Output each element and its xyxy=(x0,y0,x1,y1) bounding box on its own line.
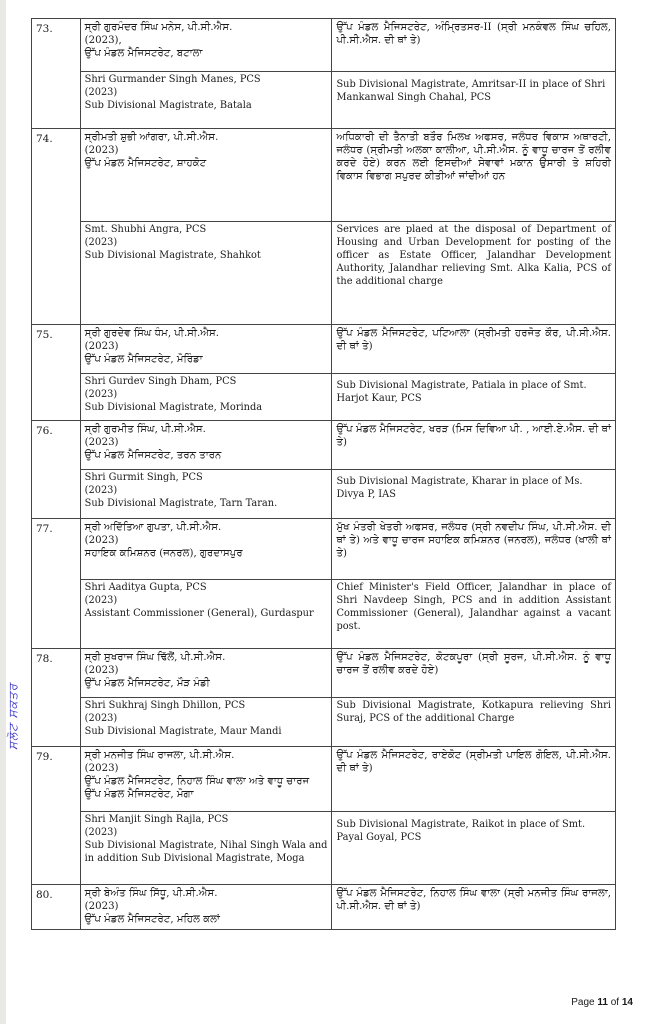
posting-punjabi: ਉੱਪ ਮੰਡਲ ਮੈਜਿਸਟਰੇਟ, ਕੋਟਕਪੂਰਾ (ਸ੍ਰੀ ਸੂਰਜ, ਪੀ.ਸੀ.ਐਸ. ਨੂੰ ਵਾਧੂ ਚਾਰਜ ਤੋਂ ਰਲੀਵ ਕਰਦੇ ਹੋਏ) xyxy=(332,649,616,698)
serial-number: 73. xyxy=(32,19,81,129)
posting-punjabi: ਉੱਪ ਮੰਡਲ ਮੈਜਿਸਟਰੇਟ, ਰਾਏਕੋਟ (ਸ੍ਰੀਮਤੀ ਪਾਇਲ ਗੋਇਲ, ਪੀ.ਸੀ.ਐਸ. ਦੀ ਥਾਂ ਤੇ) xyxy=(332,747,616,812)
table-row xyxy=(32,222,616,325)
posting-english: Sub Divisional Magistrate, Amritsar-II in place of Shri Mankanwal Singh Chahal, PCS xyxy=(332,72,616,129)
serial-number: 80. xyxy=(32,885,81,930)
serial-number: 77. xyxy=(32,519,81,649)
officer-name-english: Shri Manjit Singh Rajla, PCS (2023) Sub Divisional Magistrate, Nihal Singh Wala and in addition Sub Divisional Magistrate, Moga xyxy=(80,812,332,885)
posting-english: Sub Divisional Magistrate, Kharar in place of Ms. Divya P, IAS xyxy=(332,470,616,519)
posting-punjabi: ਮੁੱਖ ਮੰਤਰੀ ਖੇਤਰੀ ਅਫਸਰ, ਜਲੰਧਰ (ਸ੍ਰੀ ਨਵਦੀਪ ਸਿੰਘ, ਪੀ.ਸੀ.ਐਸ. ਦੀ ਥਾਂ ਤੇ) ਅਤੇ ਵਾਧੂ ਚਾਰਜ ਸਹਾਇਕ ਕਮਿਸ਼ਨਰ (ਜਨਰਲ), ਜਲੰਧਰ (ਖਾਲੀ ਥਾਂ ਤੇ) xyxy=(332,519,616,580)
posting-punjabi: ਉੱਪ ਮੰਡਲ ਮੈਜਿਸਟਰੇਟ, ਪਟਿਆਲਾ (ਸ੍ਰੀਮਤੀ ਹਰਜੋਤ ਕੌਰ, ਪੀ.ਸੀ.ਐਸ. ਦੀ ਥਾਂ ਤੇ) xyxy=(332,325,616,374)
table-row xyxy=(32,519,616,580)
posting-english: Chief Minister's Field Officer, Jalandhar in place of Shri Navdeep Singh, PCS and in addition Assistant Commissioner (General), Jalandhar against a vacant post. xyxy=(332,580,616,649)
officer-name-punjabi: ਸ੍ਰੀ ਗੁਰਮੀਤ ਸਿੰਘ, ਪੀ.ਸੀ.ਐਸ. (2023) ਉੱਪ ਮੰਡਲ ਮੈਜਿਸਟਰੇਟ, ਤਰਨ ਤਾਰਨ xyxy=(80,421,332,470)
officer-name-punjabi: ਸ੍ਰੀ ਬੇਅੰਤ ਸਿੰਘ ਸਿੱਧੂ, ਪੀ.ਸੀ.ਐਸ. (2023) ਉੱਪ ਮੰਡਲ ਮੈਜਿਸਟਰੇਟ, ਮਹਿਲ ਕਲਾਂ xyxy=(80,885,332,930)
table-row xyxy=(32,649,616,698)
officer-name-punjabi: ਸ੍ਰੀ ਸੁਖਰਾਜ ਸਿੰਘ ਢਿੱਲੋਂ, ਪੀ.ਸੀ.ਐਸ. (2023) ਉੱਪ ਮੰਡਲ ਮੈਜਿਸਟਰੇਟ, ਮੌੜ ਮੰਡੀ xyxy=(80,649,332,698)
scan-edge xyxy=(0,0,6,1024)
table-row xyxy=(32,470,616,519)
page-footer: Page 11 of 14 xyxy=(571,997,633,1008)
serial-number: 79. xyxy=(32,747,81,885)
posting-english: Sub Divisional Magistrate, Patiala in place of Smt. Harjot Kaur, PCS xyxy=(332,374,616,421)
posting-punjabi: ਅਧਿਕਾਰੀ ਦੀ ਤੈਨਾਤੀ ਬਤੌਰ ਮਿਲਖ ਅਫਸਰ, ਜਲੰਧਰ ਵਿਕਾਸ ਅਥਾਰਟੀ, ਜਲੰਧਰ (ਸ੍ਰੀਮਤੀ ਅਲਕਾ ਕਾਲੀਆ, ਪੀ.ਸੀ.ਐਸ. ਨੂੰ ਵਾਧੂ ਚਾਰਜ ਤੋਂ ਰਲੀਵ ਕਰਦੇ ਹੋਏ) ਕਰਨ ਲਈ ਇਸਦੀਆਂ ਸੇਵਾਵਾਂ ਮਕਾਨ ਉਸਾਰੀ ਤੇ ਸ਼ਹਿਰੀ ਵਿਕਾਸ ਵਿਭਾਗ ਸਪੁਰਦ ਕੀਤੀਆਂ ਜਾਂਦੀਆਂ ਹਨ xyxy=(332,129,616,222)
table-row xyxy=(32,580,616,649)
officer-name-english: Shri Gurmander Singh Manes, PCS (2023) Sub Divisional Magistrate, Batala xyxy=(80,72,332,129)
serial-number: 74. xyxy=(32,129,81,325)
officer-name-punjabi: ਸ੍ਰੀ ਗੁਰਮੰਦਰ ਸਿੰਘ ਮਨੇਸ, ਪੀ.ਸੀ.ਐਸ. (2023), ਉੱਪ ਮੰਡਲ ਮੈਜਿਸਟਰੇਟ, ਬਟਾਲਾ xyxy=(80,19,332,72)
officer-name-punjabi: ਸ੍ਰੀ ਅਦਿੱਤਿਆ ਗੁਪਤਾ, ਪੀ.ਸੀ.ਐਸ. (2023) ਸਹਾਇਕ ਕਮਿਸ਼ਨਰ (ਜਨਰਲ), ਗੁਰਦਾਸਪੁਰ xyxy=(80,519,332,580)
officer-name-punjabi: ਸ੍ਰੀਮਤੀ ਸ਼ੁਭੀ ਆਂਗਰਾ, ਪੀ.ਸੀ.ਐਸ. (2023) ਉੱਪ ਮੰਡਲ ਮੈਜਿਸਟਰੇਟ, ਸ਼ਾਹਕੋਟ xyxy=(80,129,332,222)
table-row xyxy=(32,885,616,930)
officer-name-english: Shri Aaditya Gupta, PCS (2023) Assistant Commissioner (General), Gurdaspur xyxy=(80,580,332,649)
table-row xyxy=(32,72,616,129)
officer-name-punjabi: ਸ੍ਰੀ ਮਨਜੀਤ ਸਿੰਘ ਰਾਜਲਾ, ਪੀ.ਸੀ.ਐਸ. (2023) ਉੱਪ ਮੰਡਲ ਮੈਜਿਸਟਰੇਟ, ਨਿਹਾਲ ਸਿੰਘ ਵਾਲਾ ਅਤੇ ਵਾਧੂ ਚਾਰਜ ਉੱਪ ਮੰਡਲ ਮੈਜਿਸਟਰੇਟ, ਮੋਗਾ xyxy=(80,747,332,812)
table-row xyxy=(32,421,616,470)
page-total: 14 xyxy=(621,997,633,1008)
officer-name-english: Shri Gurmit Singh, PCS (2023) Sub Divisional Magistrate, Tarn Taran. xyxy=(80,470,332,519)
posting-english: Sub Divisional Magistrate, Kotkapura relieving Shri Suraj, PCS of the additional Charge xyxy=(332,698,616,747)
posting-punjabi: ਉੱਪ ਮੰਡਲ ਮੈਜਿਸਟਰੇਟ, ਨਿਹਾਲ ਸਿੰਘ ਵਾਲਾ (ਸ੍ਰੀ ਮਨਜੀਤ ਸਿੰਘ ਰਾਜਲਾ, ਪੀ.ਸੀ.ਐਸ. ਦੀ ਥਾਂ ਤੇ) xyxy=(332,885,616,930)
table-row xyxy=(32,19,616,72)
table-row xyxy=(32,698,616,747)
serial-number: 78. xyxy=(32,649,81,747)
table-row xyxy=(32,129,616,222)
table-row xyxy=(32,374,616,421)
table-row xyxy=(32,812,616,885)
table-row xyxy=(32,325,616,374)
serial-number: 75. xyxy=(32,325,81,421)
officer-name-punjabi: ਸ੍ਰੀ ਗੁਰਦੇਵ ਸਿੰਘ ਧੰਮ, ਪੀ.ਸੀ.ਐਸ. (2023) ਉੱਪ ਮੰਡਲ ਮੈਜਿਸਟਰੇਟ, ਮੋਰਿੰਡਾ xyxy=(80,325,332,374)
posting-punjabi: ਉੱਪ ਮੰਡਲ ਮੈਜਿਸਟਰੇਟ, ਅੰਮ੍ਰਿਤਸਰ-II (ਸ੍ਰੀ ਮਨਕੰਵਲ ਸਿੰਘ ਚਹਿਲ, ਪੀ.ਸੀ.ਐਸ. ਦੀ ਥਾਂ ਤੇ) xyxy=(332,19,616,72)
handwritten-signature: ਸਲੋਟ ਸਕਤਰ xyxy=(6,683,20,750)
officer-name-english: Smt. Shubhi Angra, PCS (2023) Sub Divisional Magistrate, Shahkot xyxy=(80,222,332,325)
page-number: 11 xyxy=(597,997,608,1008)
transfer-orders-table xyxy=(31,18,616,930)
serial-number: 76. xyxy=(32,421,81,519)
table-row xyxy=(32,747,616,812)
officer-name-english: Shri Gurdev Singh Dham, PCS (2023) Sub Divisional Magistrate, Morinda xyxy=(80,374,332,421)
posting-punjabi: ਉੱਪ ਮੰਡਲ ਮੈਜਿਸਟਰੇਟ, ਖਰੜ (ਮਿਸ ਦਿਵਿਆ ਪੀ. , ਆਈ.ਏ.ਐਸ. ਦੀ ਥਾਂ ਤੇ) xyxy=(332,421,616,470)
posting-english: Sub Divisional Magistrate, Raikot in place of Smt. Payal Goyal, PCS xyxy=(332,812,616,885)
officer-name-english: Shri Sukhraj Singh Dhillon, PCS (2023) Sub Divisional Magistrate, Maur Mandi xyxy=(80,698,332,747)
posting-english: Services are plaed at the disposal of Department of Housing and Urban Development for posting of the officer as Estate Officer, Jalandhar Development Authority, Jalandhar relieving Smt. Alka Kalia, PCS of the additional charge xyxy=(332,222,616,325)
